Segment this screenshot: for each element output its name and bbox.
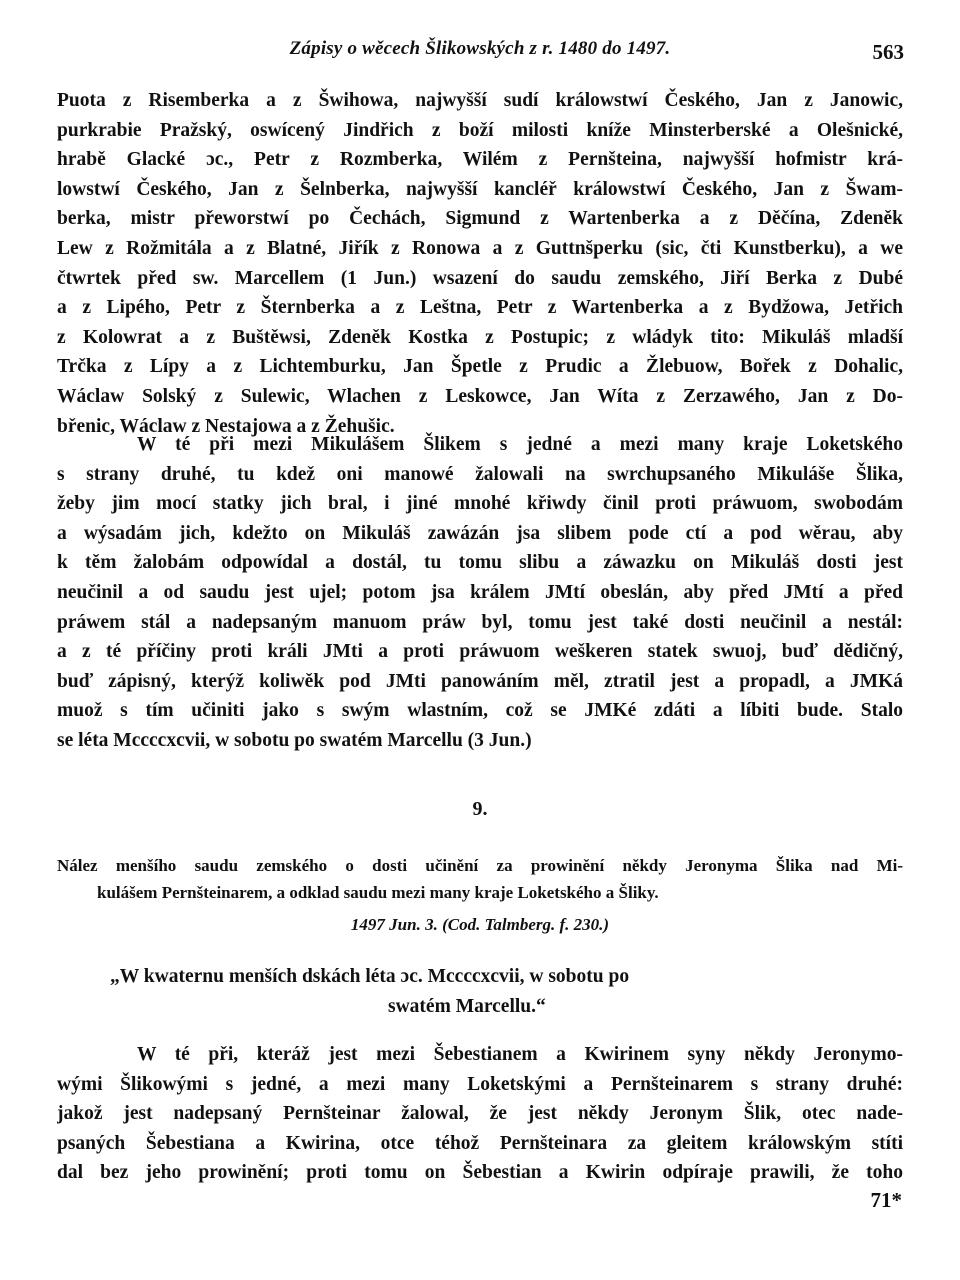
text-line: Wáclaw Solský z Sulewic, Wlachen z Leskowce, Jan Wíta z Zerzawého, Jan z Do- bbox=[57, 385, 903, 407]
paragraph-3 bbox=[57, 1040, 903, 1188]
text-line: s strany druhé, tu kdež oni manowé žalowali na swrchupsaného Mikuláše Šlika, bbox=[57, 463, 903, 485]
running-title: Zápisy o wěcech Šlikowských z r. 1480 do 1497. bbox=[289, 38, 671, 59]
sheet-signature: 71* bbox=[870, 1188, 902, 1212]
heading-line: Nález menšího saudu zemského o dosti učinění za prowinění někdy Jeronyma Šlika nad Mi- bbox=[57, 856, 903, 875]
section-number: 9. bbox=[472, 798, 488, 820]
running-head bbox=[56, 38, 904, 66]
text-line: Lew z Rožmitála a z Blatné, Jiřík z Ronowa a z Guttnšperku (sic, čti Kunstberku), a we bbox=[57, 237, 903, 259]
text-line: lowstwí Českého, Jan z Šelnberka, najwyšší kancléř králowstwí Českého, Jan z Šwam- bbox=[57, 178, 903, 200]
text-line: Trčka z Lípy a z Lichtemburku, Jan Špetle z Prudic a Žlebuow, Bořek z Dohalic, bbox=[57, 356, 903, 378]
source-citation: 1497 Jun. 3. (Cod. Talmberg. f. 230.) bbox=[350, 915, 610, 934]
text-line: muož s tím učiniti jako s swým wlastním, což se JMKé zdáti a líbiti bude. Stalo bbox=[57, 700, 903, 722]
text-line: psaných Šebestiana a Kwirina, otce téhož Pernšteinara za gleitem králowským stíti bbox=[57, 1132, 903, 1154]
quote-line: swatém Marcellu.“ bbox=[388, 996, 546, 1017]
paragraph-1 bbox=[57, 86, 903, 441]
text-line: a z Lipého, Petr z Šternberka a z Leštna, Petr z Wartenberka a z Bydžowa, Jetřich bbox=[57, 297, 903, 319]
text-line: hrabě Glacké ɔc., Petr z Rozmberka, Wilém z Pernšteina, najwyšší hofmistr krá- bbox=[57, 149, 903, 171]
section-heading bbox=[57, 852, 903, 906]
text-line: buď zápisný, kterýž koliwěk pod JMti panowáním měl, ztratil jest a propadl, a JMKá bbox=[57, 670, 903, 692]
text-line: se léta Mccccxcvii, w sobotu po swatém Marcellu (3 Jun.) bbox=[57, 729, 532, 751]
quote-line: „W kwaternu menších dskách léta ɔc. Mccccxcvii, w sobotu po bbox=[110, 966, 630, 987]
text-line: z Kolowrat a z Buštěwsi, Zdeněk Kostka z Postupic; z wládyk tito: Mikuláš mladší bbox=[57, 326, 903, 348]
text-line: jakož jest nadepsaný Pernšteinar žalowal, že jest někdy Jeronym Šlik, otec nade- bbox=[57, 1103, 903, 1125]
text-line: W té při mezi Mikulášem Šlikem s jedné a mezi many kraje Loketského bbox=[137, 434, 903, 455]
paragraph-2 bbox=[57, 430, 903, 756]
text-line: k těm žalobám odpowídal a dostál, tu tomu slibu a záwazku on Mikuláš dosti jest bbox=[57, 552, 903, 574]
text-line: purkrabie Pražský, oswícený Jindřich z boží milosti kníže Minsterberské a Olešnické, bbox=[57, 119, 903, 141]
text-line: Puota z Risemberka a z Šwihowa, najwyšší sudí králowstwí Českého, Jan z Janowic, bbox=[57, 90, 903, 111]
text-line: neučinil a od saudu jest ujel; potom jsa králem JMtí obeslán, aby před JMtí a před bbox=[57, 581, 903, 603]
text-line: žeby jim mocí statky jich bral, i jiné mnohé křiwdy činil proti práwuom, swobodám bbox=[57, 493, 903, 515]
text-line: berka, mistr přeworstwí po Čechách, Sigmund z Wartenberka a z Děčína, Zdeněk bbox=[57, 208, 903, 230]
text-line: břenic, Wáclaw z Nestajowa a z Žehušic. bbox=[57, 415, 395, 437]
text-line: a wýsadám jich, kdežto on Mikuláš zawázán jsa slibem pode ctí a pod wěrau, aby bbox=[57, 522, 903, 544]
text-line: wými Šlikowými s jedné, a mezi many Loketskými a Pernšteinarem s strany druhé: bbox=[57, 1073, 903, 1095]
quote-block bbox=[110, 962, 850, 1022]
text-line: práwem stál a nadepsaným manuom práw byl, tomu jest také dosti neučinil a nestál: bbox=[57, 611, 903, 633]
page-number: 563 bbox=[872, 40, 904, 64]
text-line: čtwrtek před sw. Marcellem (1 Jun.) wsazení do saudu zemského, Jiří Berka z Dubé bbox=[57, 267, 903, 289]
text-line: W té při, kteráž jest mezi Šebestianem a Kwirinem syny někdy Jeronymo- bbox=[137, 1044, 903, 1065]
text-line: a z té příčiny proti králi JMti a proti práwuom weškeren statek swuoj, buď dědičný, bbox=[57, 641, 903, 663]
text-line: dal bez jeho prowinění; proti tomu on Šebestian a Kwirin odpíraje prawili, že toho bbox=[57, 1162, 903, 1184]
heading-line: kulášem Pernšteinarem, a odklad saudu mezi many kraje Loketského a Šliky. bbox=[97, 883, 659, 902]
